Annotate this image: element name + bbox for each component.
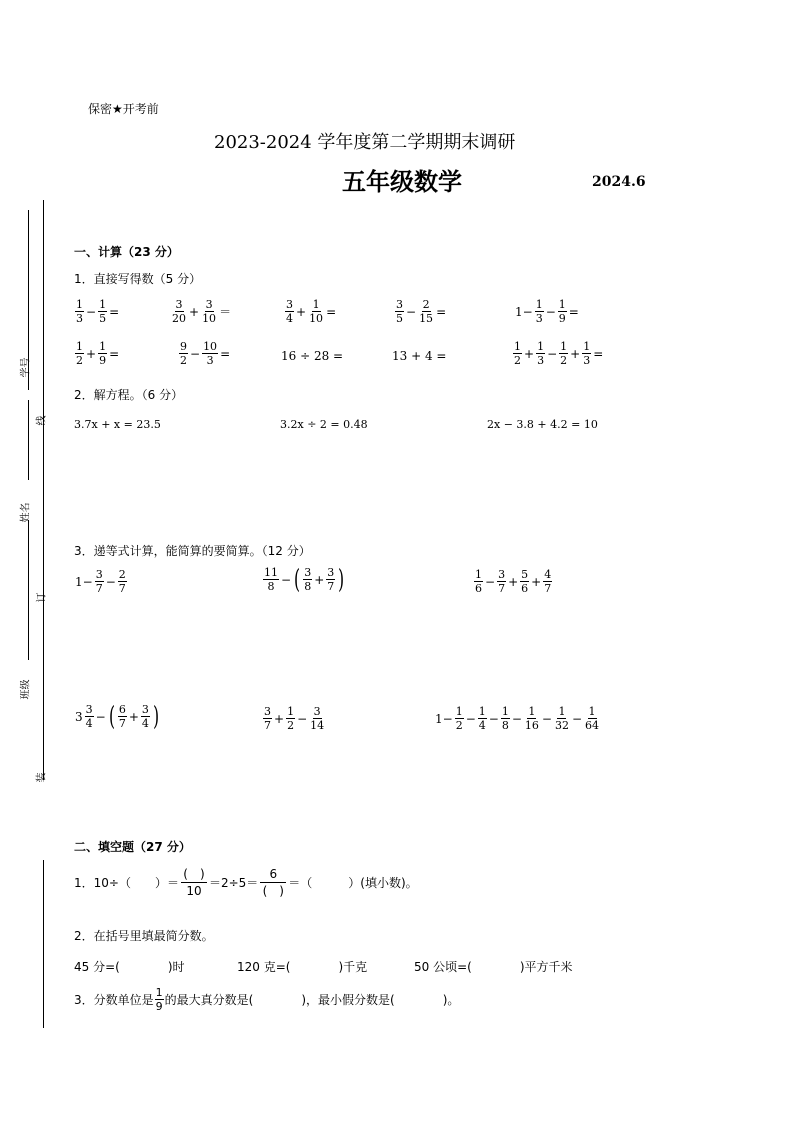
fill-q1-fraction-2 <box>260 866 286 899</box>
class-label: 班级 <box>20 679 32 700</box>
fill-q1-part-b: ＝2÷5＝ <box>208 876 259 890</box>
step-calc-3: $\frac{1}{6}$ − $\frac{3}{7}$ + $\frac{5}{6}$ + $\frac{4}{7}$ <box>475 568 552 595</box>
exam-date: 2024.6 <box>592 174 646 190</box>
section1-q1-title: 1．直接写得数（5 分） <box>74 272 202 286</box>
section1-title: 一、计算（23 分） <box>74 245 179 259</box>
step-calc-2: $\frac{11}{8}$ − ( $\frac{3}{8}$ + $\frac{3}{7}$ ) <box>264 564 345 595</box>
section1-q2-title: 2．解方程。（6 分） <box>74 388 184 402</box>
fill-q1-frac2-den: ( ) <box>262 884 284 898</box>
fill-q1-frac2-num: 6 <box>260 866 286 883</box>
calc-2-3: 16 ÷ 28 = <box>281 349 344 363</box>
fill-q2-item-3: 50 公顷=( )平方千米 <box>414 960 573 974</box>
calc-1-1: $\frac{1}{3}$ − $\frac{1}{5}$ = <box>76 298 120 325</box>
step-calc-1: 1− $\frac{3}{7}$ − $\frac{2}{7}$ <box>75 568 126 595</box>
section1-q3-title: 3．递等式计算，能简算的要简算。（12 分） <box>74 544 311 558</box>
binding-xian-label: 线 <box>36 415 48 426</box>
equation-3: 2x − 3.8 + 4.2 = 10 <box>487 418 598 431</box>
fill-q3-part-a: 3．分数单位是 <box>74 993 154 1007</box>
fill-q3-frac-den: 9 <box>155 1000 163 1013</box>
binding-ding-label: 订 <box>36 592 48 603</box>
fill-q2-title: 2．在括号里填最简分数。 <box>74 929 214 943</box>
student-id-label: 学号 <box>20 357 32 378</box>
fill-q1-part-a: 1．10÷（ ）＝ <box>74 876 179 890</box>
step-calc-5: $\frac{3}{7}$ + $\frac{1}{2}$ − $\frac{3}{14}$ <box>264 705 325 732</box>
section2-title: 二、填空题（27 分） <box>74 840 191 854</box>
calc-1-3: $\frac{3}{4}$ + $\frac{1}{10}$ = <box>286 298 337 325</box>
fill-q3 <box>74 986 459 1013</box>
fill-q3-part-b: 的最大真分数是( )，最小假分数是( )。 <box>164 993 460 1007</box>
fill-q3-fraction <box>155 986 164 1013</box>
calc-1-2: $\frac{3}{20}$ + $\frac{3}{10}$ ＝ <box>172 298 232 325</box>
fill-q3-frac-num: 1 <box>155 986 163 999</box>
binding-line-inner-3 <box>28 520 29 660</box>
fill-q2-item-2: 120 克=( )千克 <box>237 960 368 974</box>
calc-2-1: $\frac{1}{2}$ + $\frac{1}{9}$ = <box>76 340 120 367</box>
equation-1: 3.7x + x = 23.5 <box>74 418 161 431</box>
step-calc-6: 1− $\frac{1}{2}$ − $\frac{1}{4}$ − $\frac{1}{8}$ − $\frac{1}{16}$ − $\frac{1}{32}$ − $\frac{1}{64}$ <box>435 705 600 732</box>
confidential-mark: 保密★开考前 <box>88 102 159 116</box>
binding-line-inner-2 <box>28 400 29 480</box>
subject-title: 五年级数学 <box>342 168 462 196</box>
calc-2-4: 13 + 4 = <box>392 349 447 363</box>
binding-zhuang-label: 装 <box>36 772 48 783</box>
exam-title: 2023-2024 学年度第二学期期末调研 <box>214 132 516 153</box>
fill-q1-part-c: ＝（ ）(填小数)。 <box>288 876 418 890</box>
fill-q1-frac1-den: 10 <box>186 884 202 898</box>
calc-2-2: $\frac{9}{2}$ − $\frac{10}{3}$ = <box>180 340 231 367</box>
equation-2: 3.2x ÷ 2 = 0.48 <box>280 418 368 431</box>
calc-1-5: 1− $\frac{1}{3}$ − $\frac{1}{9}$ = <box>515 298 579 325</box>
binding-line-outer <box>43 200 44 780</box>
step-calc-4: 3 $\frac{3}{4}$ − ( $\frac{6}{7}$ + $\frac{3}{4}$ ) <box>75 701 160 732</box>
fill-q1-fraction-1 <box>181 866 207 899</box>
fill-q1 <box>74 866 418 899</box>
fill-q2-item-1: 45 分=( )时 <box>74 960 185 974</box>
student-name-label: 姓名 <box>20 502 32 523</box>
calc-2-5: $\frac{1}{2}$ + $\frac{1}{3}$ − $\frac{1}{2}$ + $\frac{1}{3}$ = <box>514 340 604 367</box>
section2-left-line <box>43 860 44 1028</box>
fill-q1-frac1-num: ( ) <box>181 866 207 883</box>
calc-1-4: $\frac{3}{5}$ − $\frac{2}{15}$ = <box>396 298 447 325</box>
